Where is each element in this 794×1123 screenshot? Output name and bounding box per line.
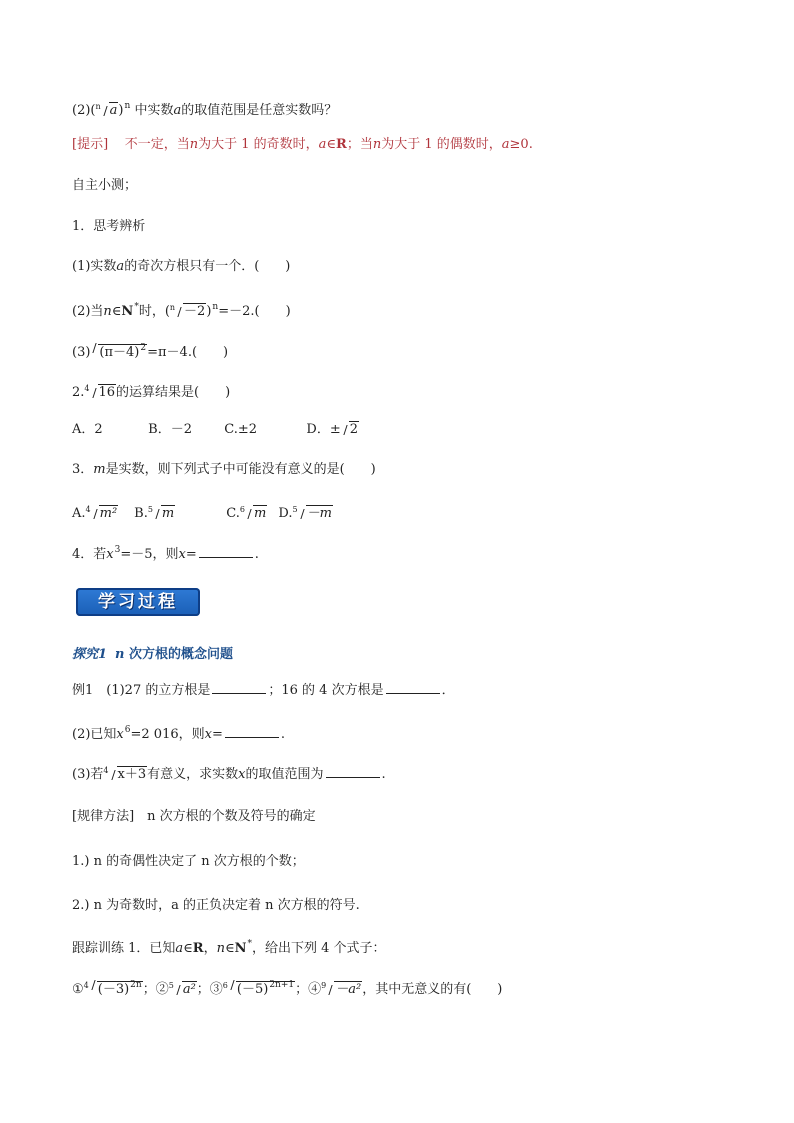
example-1-line-2: (2)已知$x^6=2$ 016，则x= . [72, 725, 285, 742]
method-title: [规律方法] n 次方根的个数及符号的确定 [72, 809, 316, 824]
option-b: B.$^5$ m [134, 505, 175, 521]
section-banner-label: 学习过程 [98, 592, 178, 612]
option-c: C.±2 [224, 422, 258, 437]
answer-blank[interactable] [199, 545, 253, 558]
option-a: A.$^4$ m² [72, 505, 118, 521]
answer-blank[interactable] [386, 681, 440, 694]
item-1-statement-1: (1)实数a的奇次方根只有一个．( ) [72, 259, 291, 274]
answer-blank[interactable] [225, 725, 279, 738]
option-b: B．－2 [148, 422, 192, 437]
answer-blank[interactable] [212, 681, 266, 694]
example-1-line-1: 例1 (1)27 的立方根是 ；16 的 4 次方根是 ． [72, 683, 455, 698]
item-1-statement-3: (3) $(\pi-4)^2=\pi-4$.( ) [72, 339, 228, 362]
item-1-statement-2: (2)当n∈N*时，$(^n -2)^n=-2$.( ) [72, 302, 291, 319]
tracking-exercise-line-2: ①$^4$ $(-3)^{2n}$；②$^5$ a²；③$^6$ $(-5)^{2n+1}$；④$^9$ －a²，其中无意义的有( ) [72, 976, 502, 999]
hint-line: [提示] 不一定，当n为大于 1 的奇数时，a∈R；当n为大于 1 的偶数时，a≥0. [72, 137, 533, 152]
item-3-options [72, 501, 333, 523]
example-1-line-3: (3)若$^4$ x＋3有意义，求实数x的取值范围为 . [72, 766, 386, 782]
item-2-question: 2.$^4$ 16的运算结果是( ) [72, 384, 231, 400]
option-d: D．± 2 [306, 422, 359, 437]
option-d: D.$^5$ －m [278, 505, 332, 521]
item-1-title: 1．思考辨析 [72, 219, 146, 234]
option-c: C.$^6$ m [226, 505, 267, 521]
method-point-1: 1.) n 的奇偶性决定了 n 次方根的个数； [72, 854, 305, 869]
self-test-heading: 自主小测； [72, 178, 138, 193]
explore-heading: 探究1 n 次方根的概念问题 [72, 647, 234, 662]
section-banner [76, 588, 200, 616]
question-2: (2)($^n$ a)$^n$ 中实数a的取值范围是任意实数吗？ [72, 101, 338, 118]
answer-blank[interactable] [326, 765, 380, 778]
item-4-question: 4．若$x^3=-5$，则x= . [72, 545, 259, 562]
method-point-2: 2.) n 为奇数时，a 的正负决定着 n 次方根的符号. [72, 898, 360, 913]
item-2-options [72, 421, 359, 439]
item-3-question: 3．m是实数，则下列式子中可能没有意义的是( ) [72, 462, 376, 477]
tracking-exercise-line-1: 跟踪训练 1．已知a∈R，n∈N*，给出下列 4 个式子： [72, 939, 386, 956]
option-a: A．2 [72, 422, 103, 437]
